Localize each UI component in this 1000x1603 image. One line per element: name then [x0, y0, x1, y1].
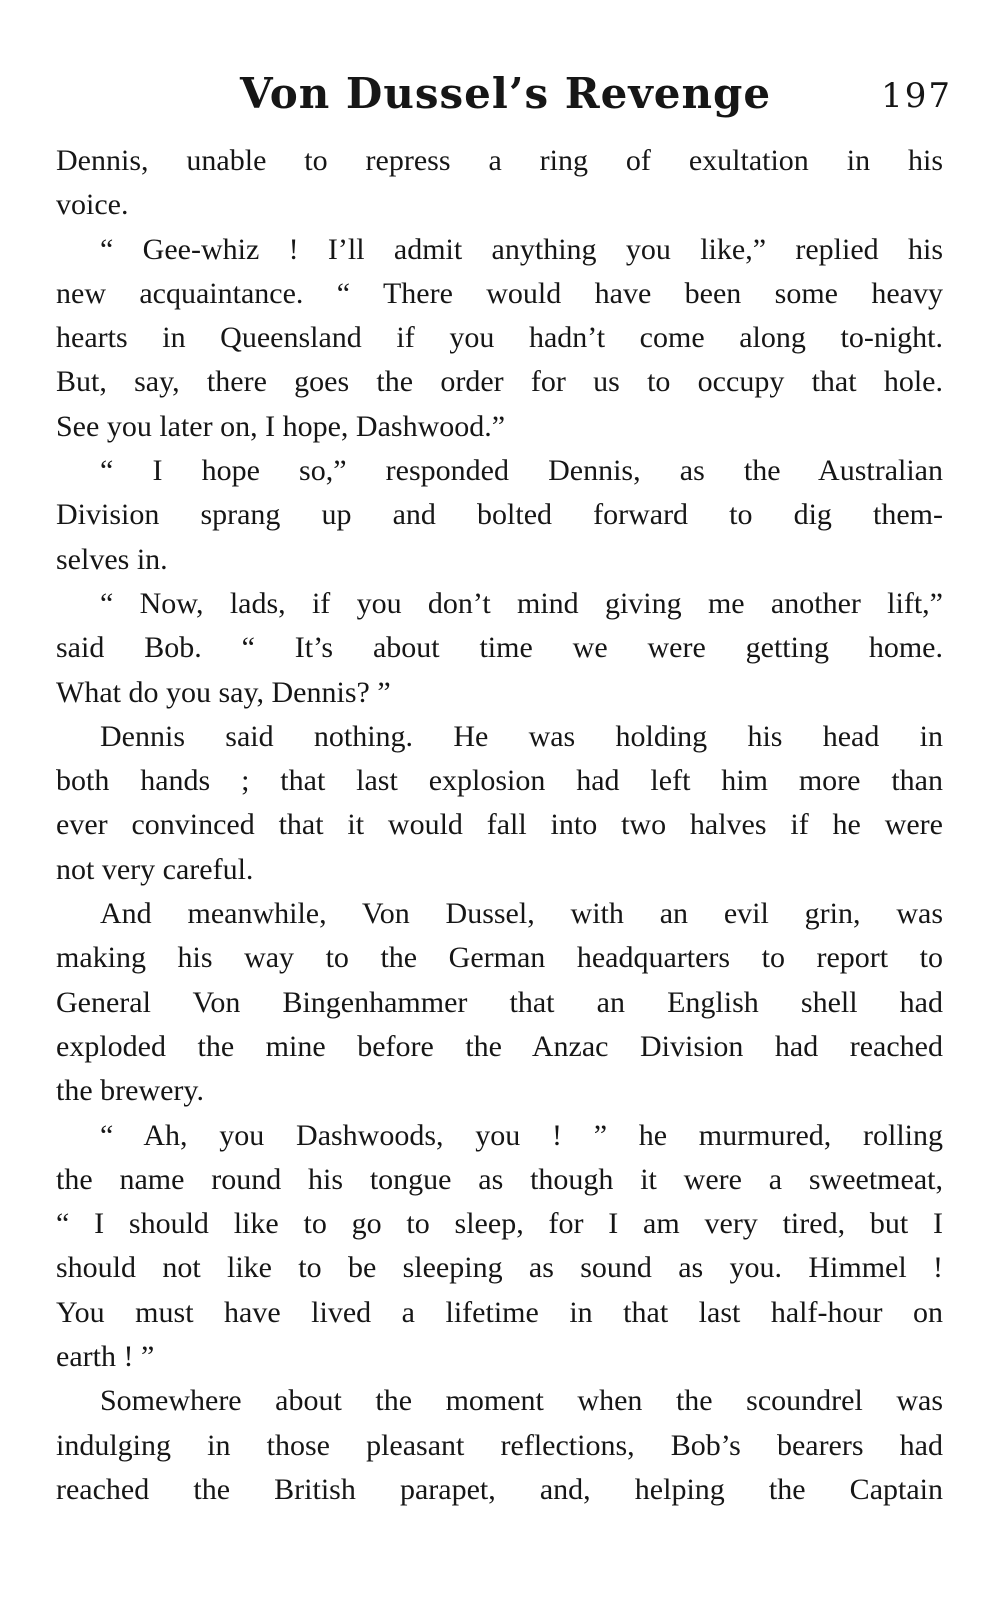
- text-line: Division sprang up and bolted forward to dig them-: [56, 498, 943, 532]
- running-title: Von Dussel’s Revenge: [240, 69, 772, 118]
- text-line: Dennis said nothing. He was holding his head in: [100, 719, 943, 753]
- body-text: [56, 139, 943, 1512]
- text-line: “ I hope so,” responded Dennis, as the Australian: [100, 454, 943, 488]
- text-line: said Bob. “ It’s about time we were getting home.: [56, 631, 943, 665]
- text-line: Somewhere about the moment when the scoundrel was: [100, 1384, 943, 1418]
- running-head: [0, 66, 1000, 126]
- text-line: making his way to the German headquarters to report to: [56, 941, 943, 975]
- text-line: “ I should like to go to sleep, for I am very tired, but I: [56, 1207, 943, 1241]
- text-line: hearts in Queensland if you hadn’t come along to-night.: [56, 321, 943, 355]
- text-line: And meanwhile, Von Dussel, with an evil grin, was: [100, 897, 943, 931]
- page-number: 197: [881, 76, 952, 116]
- text-line: the name round his tongue as though it were a sweetmeat,: [56, 1162, 943, 1196]
- text-line: General Von Bingenhammer that an English shell had: [56, 985, 943, 1019]
- text-line: earth ! ”: [56, 1340, 155, 1374]
- text-line: should not like to be sleeping as sound as you. Himmel !: [56, 1251, 943, 1285]
- text-line: not very careful.: [56, 852, 254, 886]
- text-line: reached the British parapet, and, helping the Captain: [56, 1472, 943, 1506]
- text-line: indulging in those pleasant reflections, Bob’s bearers had: [56, 1428, 943, 1462]
- text-line: Dennis, unable to repress a ring of exultation in his: [56, 144, 943, 177]
- text-line: exploded the mine before the Anzac Division had reached: [56, 1029, 943, 1063]
- text-line: ever convinced that it would fall into two halves if he were: [56, 808, 943, 842]
- text-line: new acquaintance. “ There would have been some heavy: [56, 276, 943, 310]
- text-line: “ Now, lads, if you don’t mind giving me another lift,”: [100, 586, 943, 620]
- text-line: See you later on, I hope, Dashwood.”: [56, 409, 506, 443]
- text-line: What do you say, Dennis? ”: [56, 675, 391, 709]
- text-line: the brewery.: [56, 1074, 204, 1108]
- text-line: both hands ; that last explosion had left him more than: [56, 764, 943, 798]
- text-line: But, say, there goes the order for us to occupy that hole.: [56, 365, 943, 399]
- text-line: selves in.: [56, 542, 168, 576]
- text-line: “ Ah, you Dashwoods, you ! ” he murmured, rolling: [100, 1118, 943, 1152]
- text-line: You must have lived a lifetime in that last half-hour on: [56, 1295, 943, 1329]
- text-line: “ Gee-whiz ! I’ll admit anything you like,” replied his: [100, 232, 943, 266]
- text-line: voice.: [56, 188, 129, 222]
